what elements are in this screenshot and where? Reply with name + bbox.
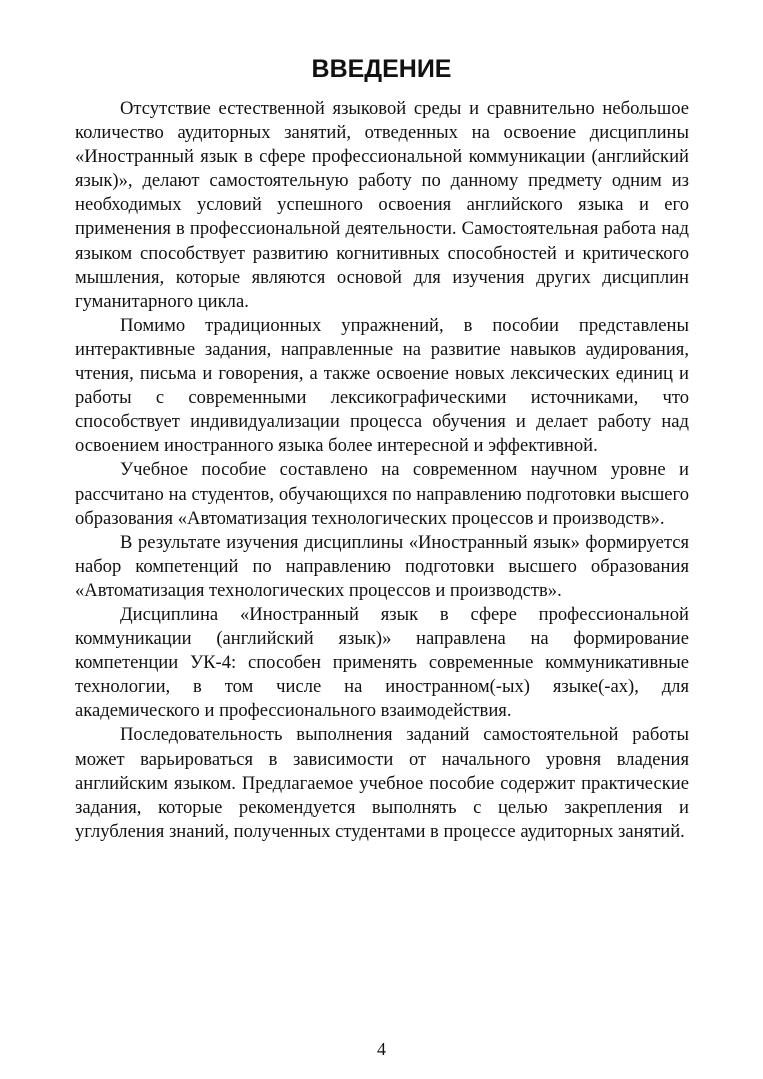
- paragraph-1: Отсутствие естественной языковой среды и сравнительно небольшое количество аудиторных занятий, отведенных на освоение дисциплины «Иностранный язык в сфере профессиональной коммуникации (английский язык)», делают самостоятельную работу по данному предмету одним из необходимых условий успешного освоения английского языка и его применения в профессиональной деятельности. Самостоятельная работа над языком способствует развитию когнитивных способностей и критического мышления, которые являются основой для изучения других дисциплин гуманитарного цикла.: [75, 98, 689, 312]
- paragraph-2: Помимо традиционных упражнений, в пособии представлены интерактивные задания, направленные на развитие навыков аудирования, чтения, письма и говорения, а также освоение новых лексических единиц и работы с современными лексикографическими источниками, что способствует индивидуализации процесса обучения и делает работу над освоением иностранного языка более интересной и эффективной.: [75, 314, 689, 457]
- paragraph-5: Дисциплина «Иностранный язык в сфере профессиональной коммуникации (английский язык)» направлена на формирование компетенции УК-4: способен применять современные коммуникативные технологии, в том числе на иностранном(-ых) языке(-ах), для академического и профессионального взаимодействия.: [75, 603, 689, 722]
- paragraph-3: Учебное пособие составлено на современном научном уровне и рассчитано на студентов, обучающихся по направлению подготовки высшего образования «Автоматизация технологических процессов и производств».: [75, 459, 689, 529]
- page-number: 4: [377, 1039, 386, 1059]
- paragraph-6: Последовательность выполнения заданий самостоятельной работы может варьироваться в зависимости от начального уровня владения английским языком. Предлагаемое учебное пособие содержит практические задания, которые рекомендуется выполнять с целью закрепления и углубления знаний, полученных студентами в процессе аудиторных занятий.: [75, 724, 689, 842]
- body-text: [75, 97, 689, 844]
- paragraph-4: В результате изучения дисциплины «Иностранный язык» формируется набор компетенций по направлению подготовки высшего образования «Автоматизация технологических процессов и производств».: [75, 531, 689, 601]
- page-title: ВВЕДЕНИЕ: [311, 55, 452, 83]
